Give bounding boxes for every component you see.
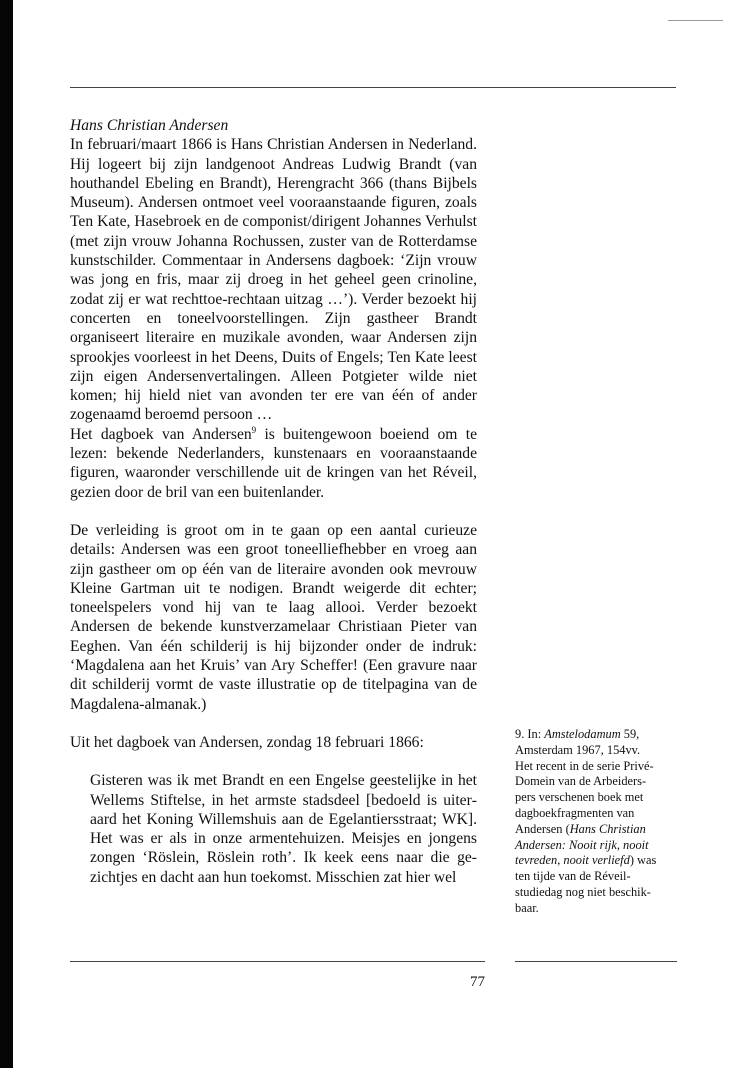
footnote-line-12: baar. [515, 900, 539, 915]
footnote-line-5: pers verschenen boek met [515, 790, 644, 805]
paragraph-intro: In februari/maart 1866 is Hans Christian Andersen in Nederland. Hij logeert bij zijn landgenoot Andreas Ludwig Brandt (van houthandel Ebeling en Brandt), Herengracht 366 (thans Bijbels Museum). Andersen ontmoet veel vooraanstaande figuren, zoals Ten Kate, Hasebroek en de componist/dirigent Johannes Verhulst (met zijn vrouw Johanna Rochussen, zuster van de Rotterdamse kunstschilder. Commentaar in Andersens dagboek: ‘Zijn vrouw was jong en fris, maar zij droeg in het geheel geen crinoline, zodat zij er wat rechttoe-rechtaan uitzag …’). Verder bezoekt hij concerten en toneelvoorstellingen. Zijn gastheer Brandt organiseert literaire en muzikale avonden, waar Andersen zijn sprookjes voorleest in het Deens, Duits of Engels; Ten Kate leest zijn eigen Andersenvertalingen. Alleen Potgieter wilde niet komen; hij hield niet van avonden ter ere van één of ander zogenaamd beroemd persoon … [70, 136, 477, 424]
footnote-line-1: 9. In: Amstelodamum 59, [515, 727, 640, 741]
footer-rule-main [70, 961, 485, 962]
footnote-reference[interactable]: 9 [251, 424, 257, 435]
footnote-line-4: Domein van de Arbeiders- [515, 774, 647, 789]
footnote-line-8: Andersen: Nooit rijk, nooit [515, 837, 649, 852]
paragraph-diary [70, 425, 477, 502]
diary-text-before: Het dagboek van Andersen [70, 425, 252, 443]
section-heading: Hans Christian Andersen [70, 117, 229, 134]
footnote-line-11: studiedag nog niet beschik- [515, 884, 651, 899]
paragraph-details: De verleiding is groot om in te gaan op een aantal curieuze details: Andersen was een groot toneelliefhebber en vroeg aan zijn gastheer om op één van de literaire avonden ook mevrouw Kleine Gartman uit te nodigen. Brandt weigerde dit echter; toneelspelers vond hij van te laag allooi. Verder bezoekt Andersen de bekende kunstverzamelaar Christiaan Pieter van Eeghen. Van één schilderij is hij bijzonder onder de indruk: ‘Magdalena aan het Kruis’ van Ary Scheffer! (Een gravure naar dit schilderij vormt de vaste illustratie op de titelpagina van de Magdalena-almanak.) [70, 521, 477, 713]
footnote-line-7: Andersen (Hans Christian [515, 821, 646, 836]
footnote-line-2: Amsterdam 1967, 154vv. [515, 742, 641, 757]
corner-rule [668, 20, 723, 21]
page-number: 77 [470, 974, 485, 990]
footnote-journal: Amstelodamum [544, 727, 621, 741]
header-rule [70, 87, 676, 88]
footnote-line-6: dagboekfragmenten van [515, 805, 635, 820]
main-text-column [70, 116, 477, 887]
footnote-line-9: tevreden, nooit verliefd) was [515, 853, 657, 868]
footnote-9 [515, 727, 679, 917]
footnote-line-10: ten tijde van de Réveil- [515, 869, 631, 884]
footer-rule-side [515, 961, 677, 962]
footnote-line-3: Het recent in de serie Privé- [515, 758, 654, 773]
scan-binding-edge [0, 0, 13, 1068]
diary-quote: Gisteren was ik met Brandt en een Engelse geestelijke in het Wellems Stiftelse, in het armste stadsdeel [bedoeld is uiteraard het Koning Willemshuis aan de Egelantiersstraat; WK]. Het was er als in onze armentehuizen. Meisjes en jongens zongen ‘Röslein, Röslein roth’. Ik keek eens naar die gezichtjes en dacht aan hun toekomst. Misschien zat hier wel [90, 772, 477, 886]
diary-text-after: is buitengewoon boeiend om te lezen: bekende Nederlanders, kunstenaars en vooraanstaande figuren, waaronder verschillende uit de kringen van het Réveil, gezien door de bril van een buitenlander. [70, 425, 477, 501]
paragraph-diary-date: Uit het dagboek van Andersen, zondag 18 februari 1866: [70, 733, 424, 751]
